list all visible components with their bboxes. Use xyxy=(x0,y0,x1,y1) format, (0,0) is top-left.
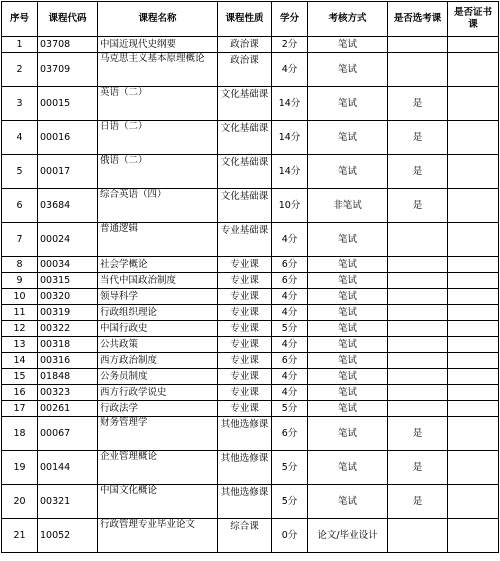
cell-cert xyxy=(448,337,499,353)
cell-code: 00015 xyxy=(38,87,98,121)
cell-exam: 笔试 xyxy=(308,289,388,305)
cell-cert xyxy=(448,385,499,401)
cell-type: 专业基础课 xyxy=(218,223,272,257)
cell-credits: 5分 xyxy=(272,401,308,417)
cell-exam: 笔试 xyxy=(308,273,388,289)
cell-cert xyxy=(448,353,499,369)
cell-code: 00316 xyxy=(38,353,98,369)
cell-credits: 6分 xyxy=(272,257,308,273)
cell-credits: 5分 xyxy=(272,321,308,337)
cell-exam: 笔试 xyxy=(308,385,388,401)
cell-cert xyxy=(448,401,499,417)
cell-credits: 0分 xyxy=(272,519,308,553)
cell-type: 政治课 xyxy=(218,53,272,87)
cell-exam: 非笔试 xyxy=(308,189,388,223)
table-row xyxy=(2,417,499,451)
cell-type: 综合课 xyxy=(218,519,272,553)
cell-type: 其他选修课 xyxy=(218,417,272,451)
cell-code: 00318 xyxy=(38,337,98,353)
cell-num: 6 xyxy=(2,189,38,223)
cell-type: 专业课 xyxy=(218,369,272,385)
cell-cert xyxy=(448,257,499,273)
cell-type: 专业课 xyxy=(218,321,272,337)
cell-type: 专业课 xyxy=(218,385,272,401)
cell-num: 21 xyxy=(2,519,38,553)
cell-code: 00321 xyxy=(38,485,98,519)
cell-elective: 是 xyxy=(388,87,448,121)
cell-exam: 笔试 xyxy=(308,417,388,451)
cell-elective xyxy=(388,385,448,401)
cell-num: 19 xyxy=(2,451,38,485)
cell-num: 11 xyxy=(2,305,38,321)
cell-type: 政治课 xyxy=(218,37,272,53)
cell-name: 综合英语（四） xyxy=(98,189,218,223)
course-table xyxy=(1,1,499,553)
cell-credits: 2分 xyxy=(272,37,308,53)
cell-elective: 是 xyxy=(388,417,448,451)
cell-credits: 5分 xyxy=(272,451,308,485)
cell-name: 中国文化概论 xyxy=(98,485,218,519)
cell-name: 公务员制度 xyxy=(98,369,218,385)
cell-type: 专业课 xyxy=(218,353,272,369)
cell-elective: 是 xyxy=(388,189,448,223)
cell-elective: 是 xyxy=(388,121,448,155)
cell-name: 企业管理概论 xyxy=(98,451,218,485)
header-row xyxy=(2,2,499,37)
cell-elective xyxy=(388,37,448,53)
table-row xyxy=(2,87,499,121)
cell-type: 专业课 xyxy=(218,273,272,289)
cell-num: 16 xyxy=(2,385,38,401)
table-row xyxy=(2,321,499,337)
cell-num: 12 xyxy=(2,321,38,337)
table-row xyxy=(2,485,499,519)
cell-code: 00323 xyxy=(38,385,98,401)
header-exam: 考核方式 xyxy=(308,2,388,37)
table-row xyxy=(2,305,499,321)
cell-elective xyxy=(388,519,448,553)
cell-credits: 4分 xyxy=(272,305,308,321)
cell-code: 00320 xyxy=(38,289,98,305)
cell-type: 专业课 xyxy=(218,257,272,273)
table-row xyxy=(2,273,499,289)
cell-cert xyxy=(448,189,499,223)
cell-cert xyxy=(448,53,499,87)
cell-num: 9 xyxy=(2,273,38,289)
cell-num: 4 xyxy=(2,121,38,155)
cell-credits: 5分 xyxy=(272,485,308,519)
cell-num: 7 xyxy=(2,223,38,257)
cell-credits: 10分 xyxy=(272,189,308,223)
cell-exam: 笔试 xyxy=(308,223,388,257)
cell-exam: 笔试 xyxy=(308,155,388,189)
cell-credits: 14分 xyxy=(272,121,308,155)
cell-num: 3 xyxy=(2,87,38,121)
table-row xyxy=(2,223,499,257)
cell-exam: 笔试 xyxy=(308,451,388,485)
table-row xyxy=(2,37,499,53)
cell-elective xyxy=(388,223,448,257)
cell-exam: 笔试 xyxy=(308,353,388,369)
cell-cert xyxy=(448,417,499,451)
cell-exam: 论文/毕业设计 xyxy=(308,519,388,553)
cell-credits: 4分 xyxy=(272,337,308,353)
cell-exam: 笔试 xyxy=(308,257,388,273)
cell-type: 专业课 xyxy=(218,289,272,305)
cell-exam: 笔试 xyxy=(308,321,388,337)
cell-cert xyxy=(448,485,499,519)
cell-code: 00067 xyxy=(38,417,98,451)
cell-type: 文化基础课 xyxy=(218,189,272,223)
cell-num: 2 xyxy=(2,53,38,87)
cell-name: 财务管理学 xyxy=(98,417,218,451)
cell-name: 社会学概论 xyxy=(98,257,218,273)
table-row xyxy=(2,337,499,353)
cell-elective xyxy=(388,401,448,417)
cell-name: 英语（二） xyxy=(98,87,218,121)
cell-type: 专业课 xyxy=(218,401,272,417)
cell-code: 00322 xyxy=(38,321,98,337)
cell-code: 03709 xyxy=(38,53,98,87)
cell-code: 00016 xyxy=(38,121,98,155)
cell-num: 15 xyxy=(2,369,38,385)
cell-cert xyxy=(448,519,499,553)
cell-num: 8 xyxy=(2,257,38,273)
cell-code: 00315 xyxy=(38,273,98,289)
cell-cert xyxy=(448,273,499,289)
cell-code: 03684 xyxy=(38,189,98,223)
cell-name: 马克思主义基本原理概论 xyxy=(98,53,218,87)
cell-exam: 笔试 xyxy=(308,121,388,155)
cell-code: 10052 xyxy=(38,519,98,553)
cell-name: 中国行政史 xyxy=(98,321,218,337)
cell-credits: 4分 xyxy=(272,223,308,257)
table-row xyxy=(2,369,499,385)
cell-code: 00017 xyxy=(38,155,98,189)
cell-name: 西方政治制度 xyxy=(98,353,218,369)
cell-name: 领导科学 xyxy=(98,289,218,305)
cell-exam: 笔试 xyxy=(308,485,388,519)
cell-name: 行政组织理论 xyxy=(98,305,218,321)
cell-code: 03708 xyxy=(38,37,98,53)
cell-cert xyxy=(448,121,499,155)
cell-type: 专业课 xyxy=(218,337,272,353)
table-row xyxy=(2,451,499,485)
table-row xyxy=(2,353,499,369)
table-row xyxy=(2,257,499,273)
header-credits: 学分 xyxy=(272,2,308,37)
table-row xyxy=(2,519,499,553)
table-row xyxy=(2,189,499,223)
cell-cert xyxy=(448,451,499,485)
cell-name: 当代中国政治制度 xyxy=(98,273,218,289)
cell-num: 10 xyxy=(2,289,38,305)
cell-name: 西方行政学说史 xyxy=(98,385,218,401)
cell-elective xyxy=(388,289,448,305)
cell-credits: 6分 xyxy=(272,273,308,289)
cell-num: 14 xyxy=(2,353,38,369)
cell-num: 1 xyxy=(2,37,38,53)
cell-cert xyxy=(448,305,499,321)
cell-elective: 是 xyxy=(388,485,448,519)
cell-exam: 笔试 xyxy=(308,337,388,353)
cell-num: 20 xyxy=(2,485,38,519)
cell-exam: 笔试 xyxy=(308,37,388,53)
cell-code: 00024 xyxy=(38,223,98,257)
header-elective: 是否选考课 xyxy=(388,2,448,37)
cell-elective xyxy=(388,305,448,321)
header-num: 序号 xyxy=(2,2,38,37)
cell-code: 00034 xyxy=(38,257,98,273)
cell-exam: 笔试 xyxy=(308,401,388,417)
cell-type: 文化基础课 xyxy=(218,87,272,121)
cell-credits: 14分 xyxy=(272,87,308,121)
cell-name: 行政管理专业毕业论文 xyxy=(98,519,218,553)
cell-elective xyxy=(388,337,448,353)
cell-elective xyxy=(388,321,448,337)
table-row xyxy=(2,155,499,189)
cell-cert xyxy=(448,87,499,121)
cell-credits: 14分 xyxy=(272,155,308,189)
table-row xyxy=(2,289,499,305)
cell-code: 01848 xyxy=(38,369,98,385)
cell-exam: 笔试 xyxy=(308,305,388,321)
cell-elective xyxy=(388,369,448,385)
cell-credits: 4分 xyxy=(272,385,308,401)
cell-num: 13 xyxy=(2,337,38,353)
cell-cert xyxy=(448,37,499,53)
cell-name: 中国近现代史纲要 xyxy=(98,37,218,53)
cell-credits: 4分 xyxy=(272,53,308,87)
cell-name: 日语（二） xyxy=(98,121,218,155)
cell-elective: 是 xyxy=(388,451,448,485)
cell-name: 普通逻辑 xyxy=(98,223,218,257)
cell-exam: 笔试 xyxy=(308,87,388,121)
cell-elective xyxy=(388,257,448,273)
cell-cert xyxy=(448,289,499,305)
table-row xyxy=(2,121,499,155)
cell-exam: 笔试 xyxy=(308,53,388,87)
cell-num: 5 xyxy=(2,155,38,189)
header-type: 课程性质 xyxy=(218,2,272,37)
cell-elective: 是 xyxy=(388,155,448,189)
cell-name: 公共政策 xyxy=(98,337,218,353)
header-code: 课程代码 xyxy=(38,2,98,37)
cell-cert xyxy=(448,223,499,257)
cell-type: 专业课 xyxy=(218,305,272,321)
table-row xyxy=(2,401,499,417)
cell-type: 其他选修课 xyxy=(218,485,272,519)
cell-elective xyxy=(388,353,448,369)
cell-num: 18 xyxy=(2,417,38,451)
cell-credits: 4分 xyxy=(272,289,308,305)
header-cert: 是否证书课 xyxy=(448,2,499,37)
cell-num: 17 xyxy=(2,401,38,417)
table-row xyxy=(2,53,499,87)
cell-code: 00319 xyxy=(38,305,98,321)
cell-exam: 笔试 xyxy=(308,369,388,385)
cell-credits: 4分 xyxy=(272,369,308,385)
cell-type: 文化基础课 xyxy=(218,155,272,189)
cell-credits: 6分 xyxy=(272,417,308,451)
cell-code: 00261 xyxy=(38,401,98,417)
cell-name: 行政法学 xyxy=(98,401,218,417)
cell-code: 00144 xyxy=(38,451,98,485)
cell-name: 俄语（二） xyxy=(98,155,218,189)
cell-cert xyxy=(448,321,499,337)
cell-elective xyxy=(388,273,448,289)
cell-credits: 6分 xyxy=(272,353,308,369)
cell-type: 文化基础课 xyxy=(218,121,272,155)
header-name: 课程名称 xyxy=(98,2,218,37)
table-row xyxy=(2,385,499,401)
cell-type: 其他选修课 xyxy=(218,451,272,485)
cell-cert xyxy=(448,369,499,385)
cell-cert xyxy=(448,155,499,189)
cell-elective xyxy=(388,53,448,87)
